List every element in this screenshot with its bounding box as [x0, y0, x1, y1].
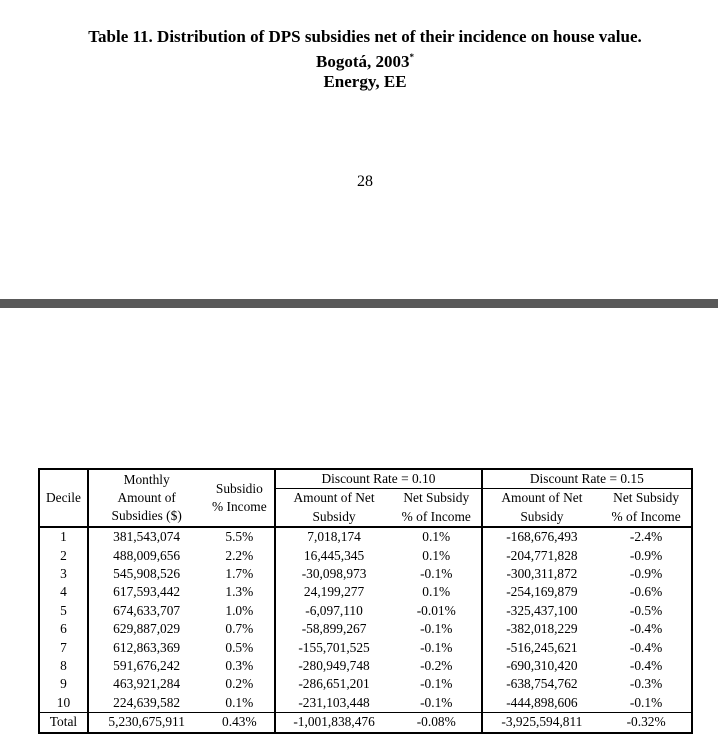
cell-net-amount-010: -58,899,267: [275, 620, 392, 638]
table-row: [39, 583, 692, 601]
cell-net-pct-010: -0.01%: [416, 602, 456, 618]
cell-net-pct-015: -0.5%: [629, 602, 663, 618]
cell-decile: 8: [60, 658, 67, 674]
cell-net-amount-015: -690,310,420: [482, 657, 602, 675]
cell-net-amount-010: 16,445,345: [275, 547, 392, 565]
cell-net-amount-015: -254,169,879: [482, 583, 602, 601]
cell-monthly-amount: 629,887,029: [88, 620, 205, 638]
cell-net-amount-010: 24,199,277: [275, 583, 392, 601]
cell-net-pct-010: -0.1%: [420, 694, 453, 710]
cell-net-amount-015: -444,898,606: [482, 694, 602, 713]
cell-monthly-amount: 545,908,526: [88, 565, 205, 583]
cell-net-amount-010: -30,098,973: [275, 565, 392, 583]
cell-net-pct-015: -0.9%: [629, 547, 663, 563]
cell-decile: 9: [60, 676, 67, 692]
table-row: [39, 657, 692, 675]
cell-net-pct-015: -0.1%: [629, 694, 663, 710]
header-subsidio-income: Subsidio % Income: [204, 469, 275, 527]
table-row: [39, 639, 692, 657]
page-separator: [0, 299, 718, 308]
cell-net-pct-015: -0.9%: [629, 566, 663, 582]
cell-subsidio-income: 2.2%: [225, 547, 254, 563]
cell-net-pct-015: -0.6%: [629, 584, 663, 600]
cell-net-pct-010: 0.1%: [422, 584, 451, 600]
cell-monthly-amount: 674,633,707: [88, 602, 205, 620]
cell-monthly-amount: 488,009,656: [88, 547, 205, 565]
table-row: [39, 602, 692, 620]
cell-monthly-amount: 591,676,242: [88, 657, 205, 675]
cell-decile: 6: [60, 621, 67, 637]
table-row: [39, 694, 692, 713]
footnote-mark: *: [409, 52, 414, 62]
header-net-amount-015: Amount of Net Subsidy: [482, 489, 602, 527]
cell-subsidio-income: 0.3%: [225, 658, 254, 674]
cell-net-amount-015: -3,925,594,811: [482, 713, 602, 733]
cell-monthly-amount: 612,863,369: [88, 639, 205, 657]
cell-subsidio-income: 0.7%: [225, 621, 254, 637]
cell-decile: 3: [60, 566, 67, 582]
cell-monthly-amount: 5,230,675,911: [88, 713, 205, 733]
cell-net-amount-015: -168,676,493: [482, 527, 602, 546]
table-row: [39, 675, 692, 693]
cell-monthly-amount: 463,921,284: [88, 675, 205, 693]
header-net-pct-015: Net Subsidy % of Income: [601, 489, 692, 527]
cell-decile: 1: [60, 529, 67, 545]
cell-subsidio-income: 0.5%: [225, 639, 254, 655]
cell-net-pct-015: -0.3%: [629, 676, 663, 692]
total-row: [39, 713, 692, 733]
cell-net-amount-010: -286,651,201: [275, 675, 392, 693]
table-row: [39, 527, 692, 546]
caption-line-2: Bogotá, 2003*: [316, 52, 414, 71]
cell-subsidio-income: 5.5%: [225, 529, 254, 545]
cell-subsidio-income: 1.7%: [225, 566, 254, 582]
cell-decile: 4: [60, 584, 67, 600]
cell-decile: 2: [60, 547, 67, 563]
cell-net-amount-010: -280,949,748: [275, 657, 392, 675]
cell-net-pct-015: -0.4%: [629, 639, 663, 655]
table-row: [39, 620, 692, 638]
cell-monthly-amount: 381,543,074: [88, 527, 205, 546]
cell-net-pct-010: 0.1%: [422, 547, 451, 563]
table-caption: [0, 27, 718, 92]
distribution-table: [38, 468, 693, 734]
cell-net-amount-015: -325,437,100: [482, 602, 602, 620]
page-number: 28: [357, 173, 373, 190]
cell-decile: Total: [39, 713, 88, 733]
cell-subsidio-income: 0.43%: [204, 713, 275, 733]
cell-subsidio-income: 0.2%: [225, 676, 254, 692]
header-net-pct-010: Net Subsidy % of Income: [392, 489, 482, 527]
cell-net-amount-015: -638,754,762: [482, 675, 602, 693]
cell-net-pct-015: -0.4%: [629, 621, 663, 637]
cell-subsidio-income: 0.1%: [225, 694, 254, 710]
cell-subsidio-income: 1.3%: [225, 584, 254, 600]
cell-net-amount-010: -6,097,110: [275, 602, 392, 620]
cell-net-pct-010: -0.08%: [392, 713, 482, 733]
header-decile: Decile: [39, 469, 88, 527]
cell-net-pct-010: -0.2%: [420, 658, 453, 674]
cell-net-amount-015: -204,771,828: [482, 547, 602, 565]
table-row: [39, 547, 692, 565]
cell-net-amount-010: 7,018,174: [275, 527, 392, 546]
header-discount-rate-010: Discount Rate = 0.10: [275, 469, 481, 489]
header-net-amount-010: Amount of Net Subsidy: [275, 489, 392, 527]
cell-net-amount-010: -155,701,525: [275, 639, 392, 657]
cell-net-pct-010: -0.1%: [420, 621, 453, 637]
cell-net-amount-010: -1,001,838,476: [275, 713, 392, 733]
cell-net-amount-015: -516,245,621: [482, 639, 602, 657]
cell-net-pct-010: -0.1%: [420, 676, 453, 692]
caption-line-3: Energy, EE: [323, 72, 407, 91]
cell-monthly-amount: 617,593,442: [88, 583, 205, 601]
header-discount-rate-015: Discount Rate = 0.15: [482, 469, 692, 489]
cell-monthly-amount: 224,639,582: [88, 694, 205, 713]
table-row: [39, 565, 692, 583]
cell-decile: 5: [60, 602, 67, 618]
cell-net-pct-015: -0.32%: [601, 713, 692, 733]
table-body: [39, 527, 692, 732]
header-monthly-amount: Monthly Amount of Subsidies ($): [88, 469, 205, 527]
cell-net-pct-010: 0.1%: [422, 529, 451, 545]
cell-net-pct-015: -2.4%: [629, 529, 663, 545]
cell-net-amount-015: -382,018,229: [482, 620, 602, 638]
cell-decile: 10: [56, 694, 71, 710]
cell-net-pct-010: -0.1%: [420, 566, 453, 582]
cell-subsidio-income: 1.0%: [225, 602, 254, 618]
cell-net-amount-015: -300,311,872: [482, 565, 602, 583]
cell-decile: 7: [60, 639, 67, 655]
cell-net-pct-015: -0.4%: [629, 658, 663, 674]
cell-net-amount-010: -231,103,448: [275, 694, 392, 713]
cell-net-pct-010: -0.1%: [420, 639, 453, 655]
caption-line-1: Table 11. Distribution of DPS subsidies net of their incidence on house value.: [88, 27, 642, 46]
